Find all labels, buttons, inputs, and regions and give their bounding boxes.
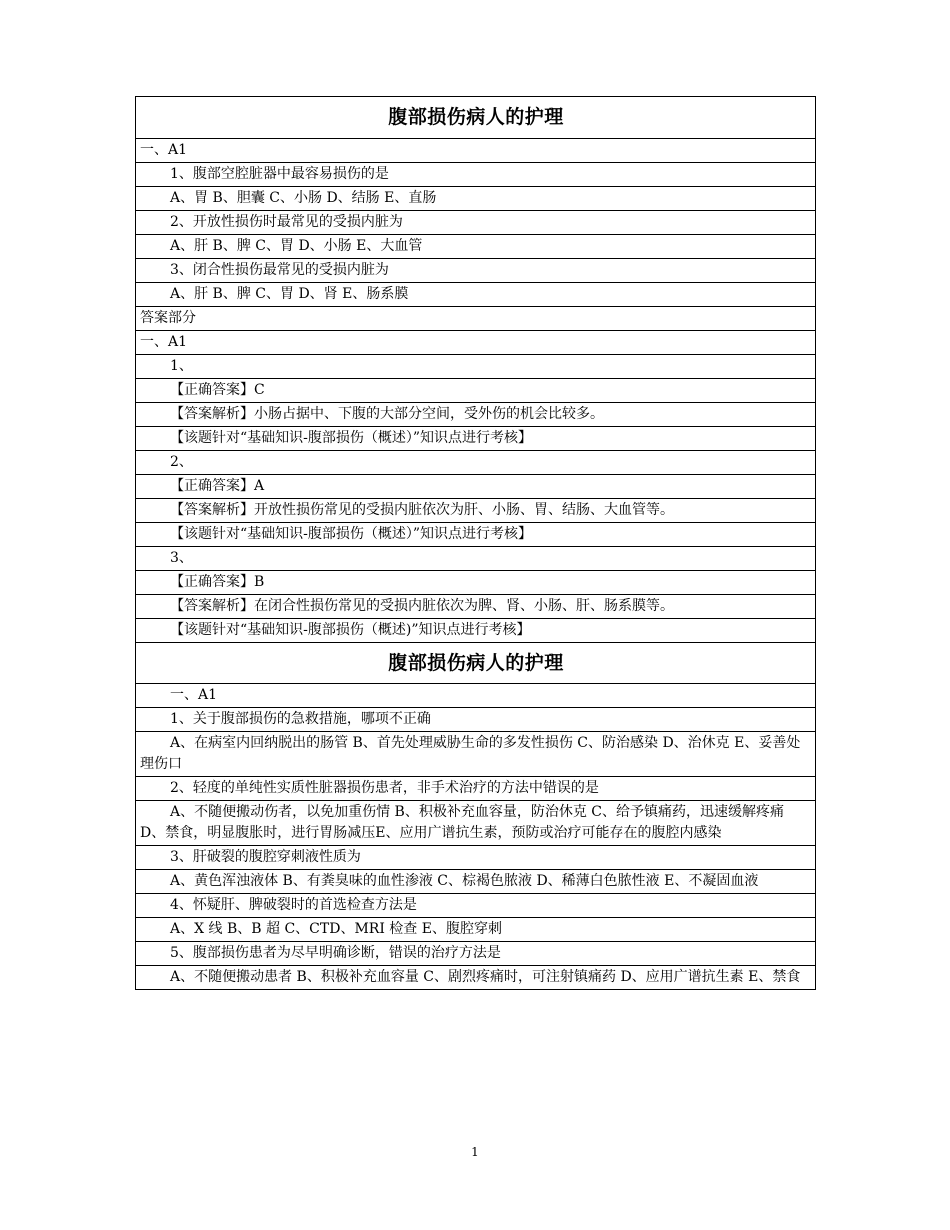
answer-section-heading: 答案部分: [136, 307, 816, 331]
question-2: 2、开放性损伤时最常见的受损内脏为: [136, 211, 816, 235]
section-heading: 一、A1: [136, 139, 816, 163]
s2-question-2: 2、轻度的单纯性实质性脏器损伤患者，非手术治疗的方法中错误的是: [136, 777, 816, 801]
answer-2-number: 2、: [136, 451, 816, 475]
answer-1-analysis: 【答案解析】小肠占据中、下腹的大部分空间，受外伤的机会比较多。: [136, 403, 816, 427]
s2-question-4: 4、怀疑肝、脾破裂时的首选检查方法是: [136, 894, 816, 918]
answer-1-topic: 【该题针对“基础知识-腹部损伤（概述）”知识点进行考核】: [136, 427, 816, 451]
answer-2-topic: 【该题针对“基础知识-腹部损伤（概述）”知识点进行考核】: [136, 523, 816, 547]
question-1-options: A、胃 B、胆囊 C、小肠 D、结肠 E、直肠: [136, 187, 816, 211]
s2-question-3: 3、肝破裂的腹腔穿刺液性质为: [136, 846, 816, 870]
s2-question-2-options: A、不随便搬动伤者，以免加重伤情 B、积极补充血容量，防治休克 C、给予镇痛药，迅速缓解疼痛 D、禁食，明显腹胀时，进行胃肠减压E、应用广谱抗生素，预防或治疗可能存在的腹腔内感染: [136, 801, 816, 846]
answer-1-correct: 【正确答案】C: [136, 379, 816, 403]
s2-question-5: 5、腹部损伤患者为尽早明确诊断，错误的治疗方法是: [136, 942, 816, 966]
question-1: 1、腹部空腔脏器中最容易损伤的是: [136, 163, 816, 187]
answer-3-correct: 【正确答案】B: [136, 571, 816, 595]
answer-3-analysis: 【答案解析】在闭合性损伤常见的受损内脏依次为脾、肾、小肠、肝、肠系膜等。: [136, 595, 816, 619]
document-title: 腹部损伤病人的护理: [136, 97, 816, 139]
answer-3-number: 3、: [136, 547, 816, 571]
document-title-2: 腹部损伤病人的护理: [136, 643, 816, 684]
s2-question-5-options: A、不随便搬动患者 B、积极补充血容量 C、剧烈疼痛时，可注射镇痛药 D、应用广谱抗生素 E、禁食: [136, 966, 816, 990]
answer-1-number: 1、: [136, 355, 816, 379]
answer-2-analysis: 【答案解析】开放性损伤常见的受损内脏依次为肝、小肠、胃、结肠、大血管等。: [136, 499, 816, 523]
question-3-options: A、肝 B、脾 C、胃 D、肾 E、肠系膜: [136, 283, 816, 307]
answer-3-topic: 【该题针对“基础知识-腹部损伤（概述)”知识点进行考核】: [136, 619, 816, 643]
page-number: 1: [471, 1145, 479, 1159]
question-3: 3、闭合性损伤最常见的受损内脏为: [136, 259, 816, 283]
s2-question-4-options: A、X 线 B、B 超 C、CTD、MRI 检查 E、腹腔穿刺: [136, 918, 816, 942]
question-2-options: A、肝 B、脾 C、胃 D、小肠 E、大血管: [136, 235, 816, 259]
s2-question-1-options: A、在病室内回纳脱出的肠管 B、首先处理威胁生命的多发性损伤 C、防治感染 D、治休克 E、妥善处理伤口: [136, 732, 816, 777]
answer-subsection-heading: 一、A1: [136, 331, 816, 355]
s2-question-1: 1、关于腹部损伤的急救措施，哪项不正确: [136, 708, 816, 732]
s2-question-3-options: A、黄色浑浊液体 B、有粪臭味的血性渗液 C、棕褐色脓液 D、稀薄白色脓性液 E、不凝固血液: [136, 870, 816, 894]
section-2-heading: 一、A1: [136, 684, 816, 708]
answer-2-correct: 【正确答案】A: [136, 475, 816, 499]
document-table: [135, 96, 816, 990]
